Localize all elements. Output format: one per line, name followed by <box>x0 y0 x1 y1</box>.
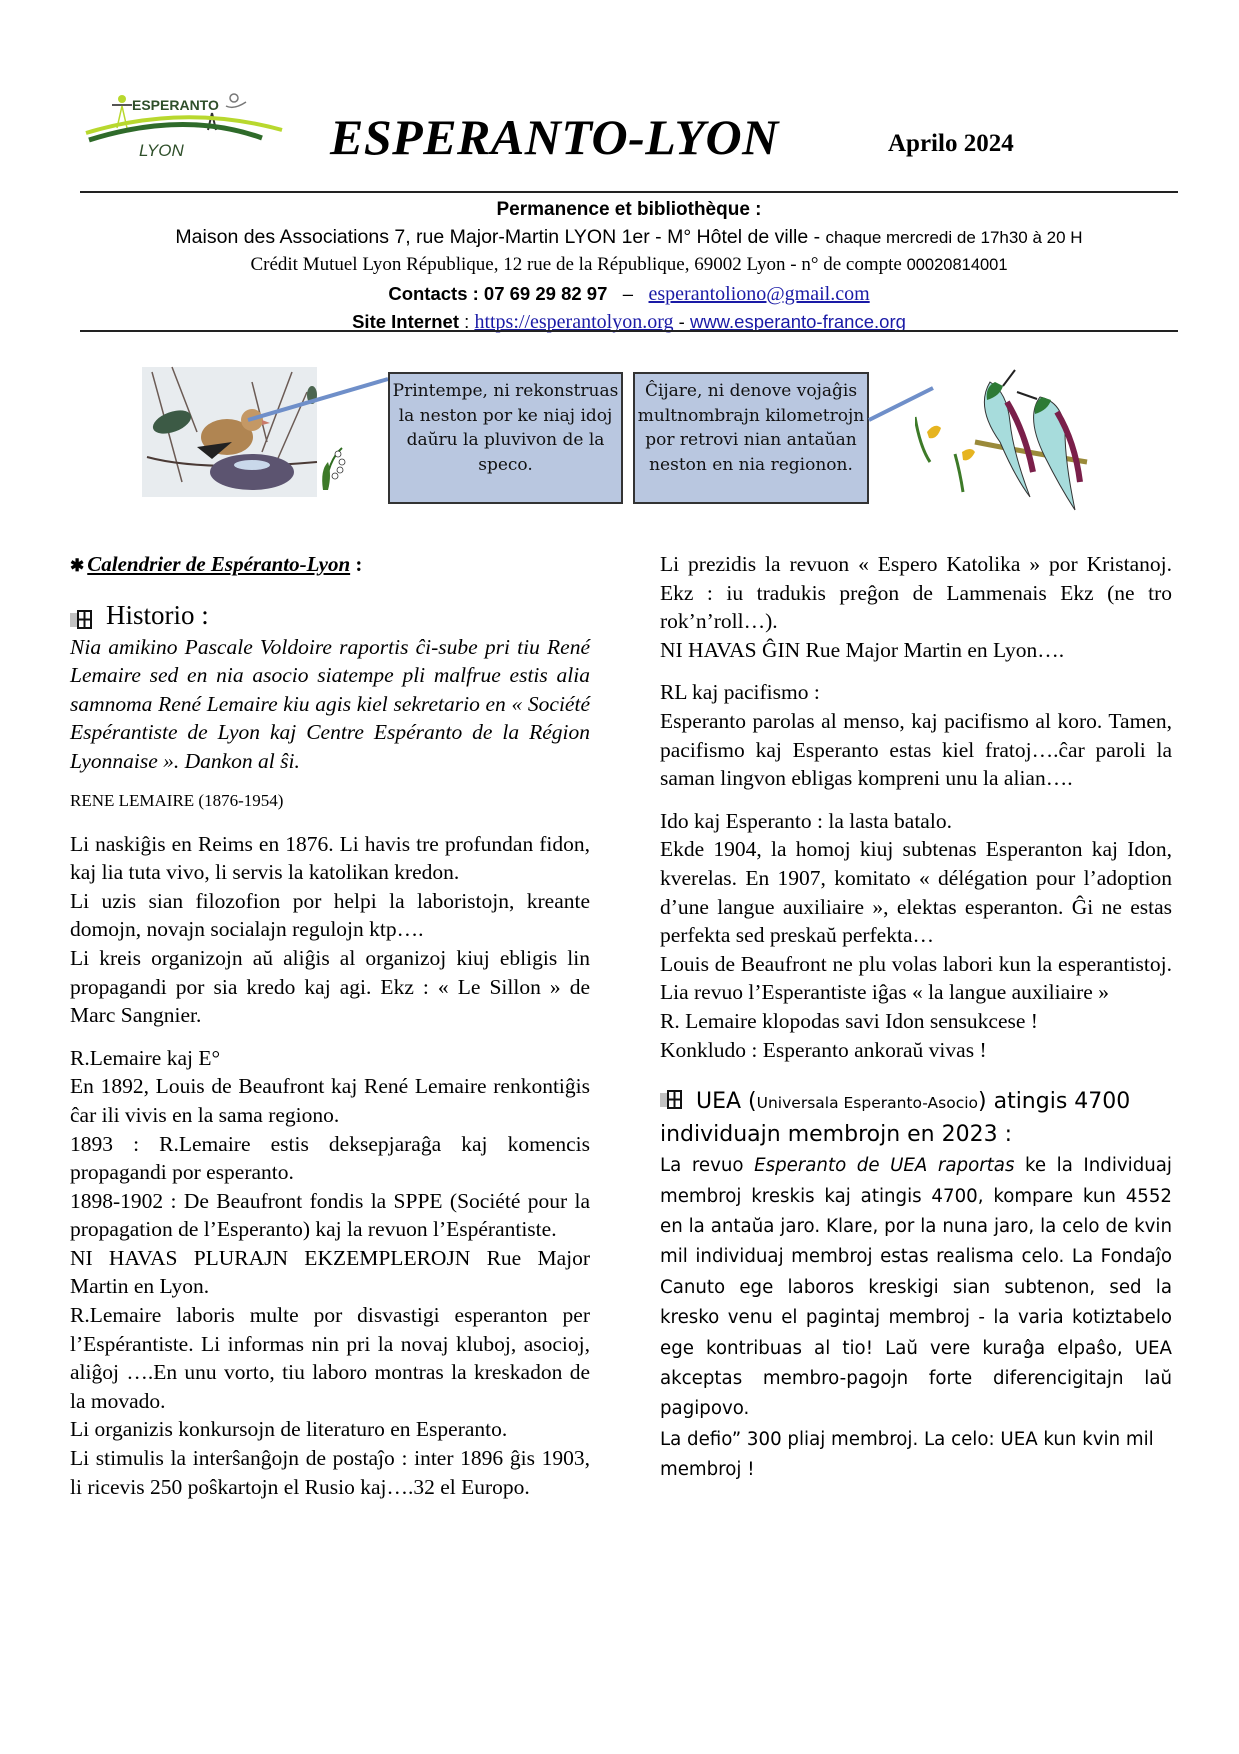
bio-paragraph: Li kreis organizojn aŭ aliĝis al organizoj kiuj ebligis lin propagandi por sia kredo kaj agi. Ekz : « Le Sillon » de Marc Sangnier. <box>70 945 590 1028</box>
history-paragraph: Li stimulis la interŝanĝojn de postaĵo : inter 1896 ĝis 1903, li ricevis 250 poŝkartojn el Rusio kaj….32 el Europo. <box>70 1446 590 1499</box>
two-birds-on-branch-icon <box>915 362 1090 517</box>
website-link-esperantolyon[interactable]: https://esperantolyon.org <box>474 311 674 333</box>
account-number: 00020814001 <box>906 256 1008 274</box>
ido-paragraph: Ekde 1904, la homoj kiuj subtenas Esperanton kaj Idon, kverelas. En 1907, komitato « délégation pour l’adoption d’une langue auxiliaire », elektas esperanton. Ĝi ne estas perfekta sed preskaŭ perfekta… <box>660 837 1172 948</box>
pacifismo-subheading: RL kaj pacifismo : <box>660 680 820 705</box>
newsletter-title: ESPERANTO-LYON <box>330 109 779 165</box>
window-bullet-icon <box>660 1088 682 1108</box>
ido-subheading: Ido kaj Esperanto : la lasta batalo. <box>660 808 952 833</box>
speech-bubble-left: Printempe, ni rekonstruas la neston por ke niaj idoj daŭru la pluvivon de la speco. <box>388 372 623 504</box>
svg-text:ESPERANTO: ESPERANTO <box>132 97 219 113</box>
left-column <box>70 550 590 1501</box>
contacts-separator: – <box>622 282 634 304</box>
historio-heading <box>70 599 590 631</box>
esperanto-subheading: R.Lemaire kaj E° <box>70 1045 221 1070</box>
header-divider-top <box>80 191 1178 193</box>
uea-body-intro: La revuo <box>660 1155 755 1177</box>
site-separator: - <box>678 311 690 332</box>
revuo-paragraph: Li prezidis la revuon « Espero Katolika » por Kristanoj. Ekz : iu tradukis preĝon de Lammenais Ekz (ne tro rok’n’roll…). <box>660 552 1172 634</box>
bank-text: Crédit Mutuel Lyon République, 12 rue de la République, 69002 Lyon - n° de compte <box>250 254 902 275</box>
history-paragraph: 1893 : R.Lemaire estis deksepjaraĝa kaj komencis propagandi por esperanto. <box>70 1131 590 1185</box>
esperanto-lyon-logo <box>84 88 284 158</box>
uea-closing: La defio” 300 pliaj membroj. La celo: UEA kun kvin mil membroj ! <box>660 1428 1154 1481</box>
speech-connector-left <box>245 375 390 425</box>
lily-of-the-valley-icon <box>320 440 350 490</box>
history-paragraph: NI HAVAS PLURAJN EKZEMPLEROJN Rue Major Martin en Lyon. <box>70 1245 590 1299</box>
website-link-esperanto-france[interactable]: www.esperanto-france.org <box>689 311 906 332</box>
address-line <box>80 224 1178 252</box>
ido-paragraph: Louis de Beaufront ne plu volas labori kun la esperantistoj. Lia revuo l’Esperantiste iĝas « la langue auxiliaire » <box>660 951 1172 1005</box>
revuo-paragraph: NI HAVAS ĜIN Rue Major Martin en Lyon…. <box>660 637 1065 662</box>
svg-text:LYON: LYON <box>139 141 184 158</box>
uea-body-text: ke la Individuaj membroj kreskis kaj atingis 4700, kompare kun 4552 en la antaŭa jaro. Klare, por la nuna jaro, la celo de kvin mil individuaj membroj estas realisma celo. La Fondaĵo Canuto ege laboros kreskigi sian subtenon, sed la kresko venu el pagintaj membroj - la varia kotiztabelo ege kontribuas al tio! Laŭ vere kuraĝa elpaŝo, UEA akceptas membro-pagojn forte diferencigitajn laŭ pagipovo. <box>660 1155 1172 1420</box>
history-paragraph: 1898-1902 : De Beaufront fondis la SPPE (Société pour la propagation de l’Esperanto) kaj la revuon l’Espérantiste. <box>70 1188 590 1242</box>
opening-hours: chaque mercredi de 17h30 à 20 H <box>825 227 1083 247</box>
uea-magazine-title: Esperanto de UEA raportas <box>754 1155 1015 1177</box>
rene-lemaire-name-line: RENE LEMAIRE (1876-1954) <box>70 790 284 810</box>
history-paragraph: Li organizis konkursojn de literaturo en Esperanto. <box>70 1417 508 1442</box>
uea-heading-part2: ) atingis 4700 individuajn membrojn en 2023 : <box>660 1089 1131 1148</box>
site-colon: : <box>459 311 475 332</box>
bio-paragraph: Li naskiĝis en Reims en 1876. Li havis tre profundan fidon, kaj lia tuta vivo, li servis la katolikan kredon. <box>70 831 590 885</box>
window-bullet-icon <box>70 605 92 625</box>
history-paragraph: R.Lemaire laboris multe por disvastigi esperanton per l’Espérantiste. Li informas nin pri la novaj kluboj, asocioj, aliĝoj ….En unu vorto, tiu laboro montras la kreskadon de la movado. <box>70 1303 590 1413</box>
historio-title: Historio : <box>106 599 209 630</box>
uea-paragraph <box>660 1151 1172 1425</box>
uea-heading <box>660 1086 1172 1151</box>
asterisk-bullet-icon: ✱ <box>70 556 85 575</box>
site-label: Site Internet <box>352 311 460 332</box>
calendar-heading <box>70 550 590 581</box>
bio-paragraph: Li uzis sian filozofion por helpi la laboristojn, kreante domojn, novajn socialajn regulojn ktp…. <box>70 888 590 942</box>
logo-graphic-icon <box>84 88 284 158</box>
issue-date: Aprilo 2024 <box>888 130 1014 157</box>
website-line <box>80 308 1178 337</box>
email-link[interactable]: esperantoliono@gmail.com <box>648 282 870 305</box>
uea-full-name: Universala Esperanto-Asocio <box>756 1094 979 1113</box>
address-text: Maison des Associations 7, rue Major-Martin LYON 1er - M° Hôtel de ville - <box>175 225 821 248</box>
ido-paragraph: Konkludo : Esperanto ankoraŭ vivas ! <box>660 1037 987 1062</box>
right-column <box>660 550 1172 1486</box>
permanence-heading: Permanence et bibliothèque : <box>496 199 762 220</box>
bee-eaters-illustration <box>915 362 1090 517</box>
bank-line <box>80 251 1178 280</box>
speech-bubble-right: Ĉijare, ni denove vojaĝis multnombrajn kilometrojn por retrovi nian antaŭan neston en nia regionon. <box>633 372 869 504</box>
uea-heading-part1: UEA ( <box>696 1089 757 1115</box>
historio-intro: Nia amikino Pascale Voldoire raportis ĉi-sube pri tiu René Lemaire sed en nia asocio siatempe pli malfrue estis alia samnoma René Lemaire kiu agis kiel sekretario en « Société Espérantiste de Lyon kaj Centre Espéranto de la Région Lyonnaise ». Dankon al ŝi. <box>70 634 590 773</box>
pacifismo-paragraph: Esperanto parolas al menso, kaj pacifismo al koro. Tamen, pacifismo kaj Esperanto estas kiel fratoj….ĉar paroli la saman lingvon ebligas kompreni unu la alian…. <box>660 708 1172 791</box>
calendar-colon: : <box>350 552 363 576</box>
history-paragraph: En 1892, Louis de Beaufront kaj René Lemaire renkontiĝis ĉar ili vivis en la sama regiono. <box>70 1074 590 1127</box>
header-divider-bottom <box>80 330 1178 332</box>
ido-paragraph: R. Lemaire klopodas savi Idon sensukcese ! <box>660 1008 1038 1033</box>
contacts-line <box>80 280 1178 309</box>
calendar-link[interactable]: Calendrier de Espéranto-Lyon <box>87 552 351 576</box>
phone-contact: Contacts : 07 69 29 82 97 <box>388 282 608 304</box>
contact-info-block <box>80 196 1178 337</box>
